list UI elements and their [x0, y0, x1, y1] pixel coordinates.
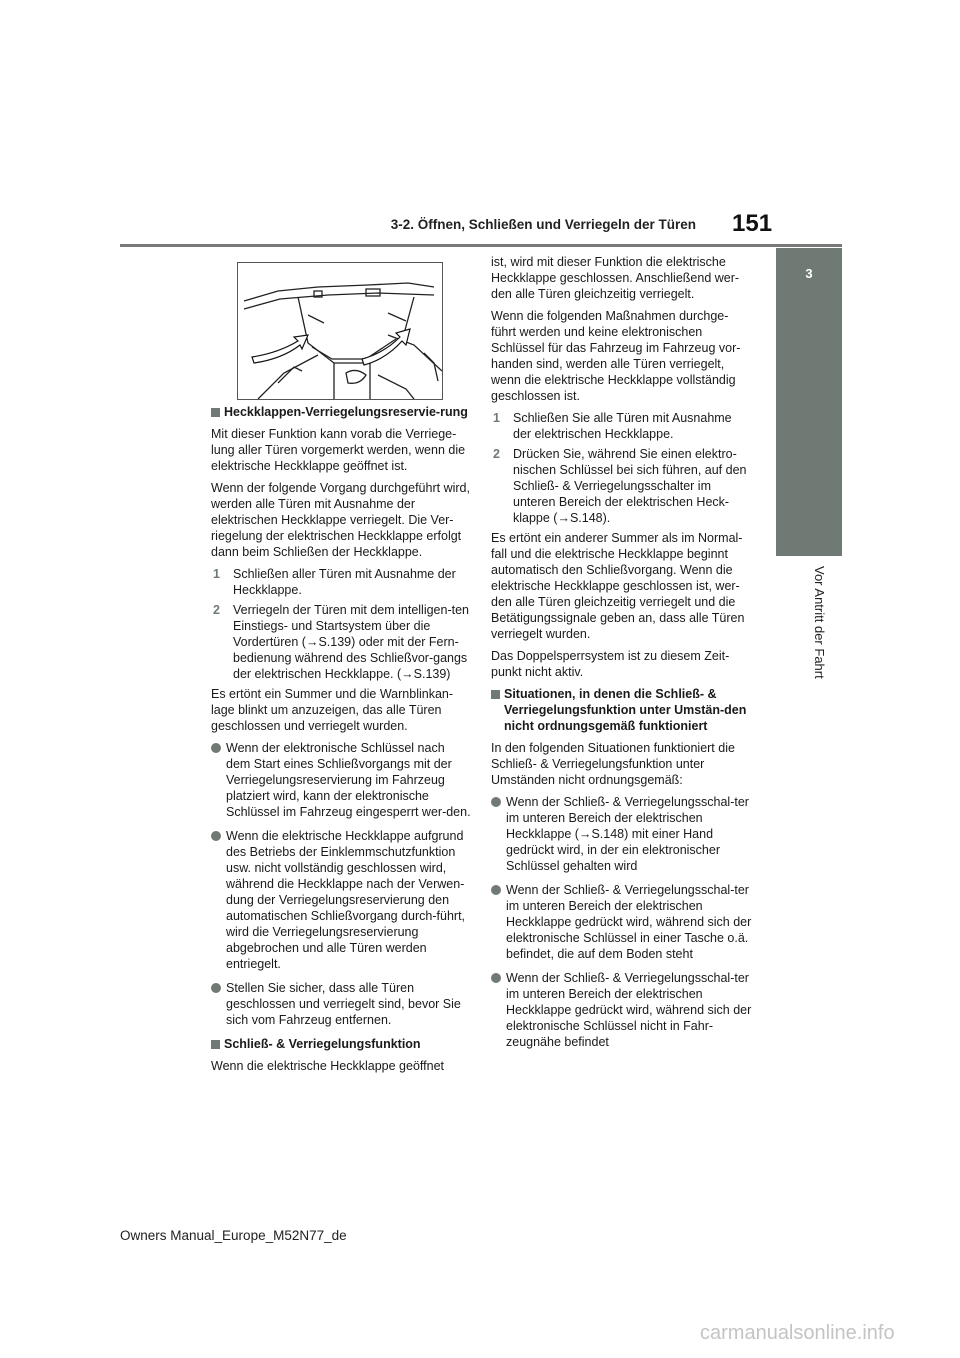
bullet-item	[491, 794, 753, 874]
step-number: 2	[213, 603, 220, 617]
heading-text: Schließ- & Verriegelungsfunktion	[224, 1037, 421, 1051]
step-number: 1	[493, 411, 500, 425]
paragraph: In den folgenden Situationen funktioniert die Schließ- & Verriegelungsfunktion unter Umständen nicht ordnungsgemäß:	[491, 741, 735, 787]
bullet-item	[491, 970, 753, 1050]
section-heading	[211, 1036, 471, 1052]
bullet-dot-icon	[211, 983, 221, 993]
bullet-item	[491, 882, 753, 962]
bullet-text: Stellen Sie sicher, dass alle Türen geschlossen und verriegelt sind, bevor Sie sich vom Fahrzeug entfernen.	[226, 981, 461, 1027]
square-bullet-icon	[211, 1040, 220, 1049]
paragraph: Mit dieser Funktion kann vorab die Verriege-lung aller Türen vorgemerkt werden, wenn die elektrische Heckklappe geöffnet ist.	[211, 427, 466, 473]
step-item	[211, 566, 471, 598]
bullet-text: Wenn der Schließ- & Verriegelungsschal-ter im unteren Bereich der elektrischen Heckklappe gedrückt wird, während sich der elektronische Schlüssel in einer Tasche o.ä. befindet, die auf dem Boden steht	[506, 883, 752, 961]
paragraph: ist, wird mit dieser Funktion die elektrische Heckklappe geschlossen. Anschließend wer-den alle Türen gleichzeitig verriegelt.	[491, 255, 740, 301]
tailgate-illustration-icon	[237, 262, 443, 400]
left-column	[211, 404, 471, 1080]
bullet-text: Wenn der elektronische Schlüssel nach dem Start eines Schließvorgangs mit der Verriegelungsreservierung im Fahrzeug platziert wird, kann der elektronische Schlüssel im Fahrzeug eingesperrt wer-den.	[226, 741, 471, 819]
bullet-text: Wenn die elektrische Heckklappe aufgrund des Betriebs der Einklemmschutzfunktion usw. nicht vollständig geschlossen wird, während die Heckklappe nach der Verwen-dung der Verriegelungsreservierung den automatischen Schließvorgang durch-führt, wird die Verriegelungsreservierung abgebrochen und alle Türen werden entriegelt.	[226, 829, 466, 971]
step-number: 2	[493, 447, 500, 461]
heading-text: Heckklappen-Verriegelungsreservie-rung	[224, 405, 468, 419]
bullet-dot-icon	[491, 885, 501, 895]
paragraph: Wenn die elektrische Heckklappe geöffnet	[211, 1059, 445, 1073]
bullet-dot-icon	[211, 743, 221, 753]
step-text: Verriegeln der Türen mit dem intelligen-ten Einstiegs- und Startsystem über die Vordertüren (→S.139) oder mit der Fern-bedienung während des Schließvor-gangs der elektrischen Heckklappe. (→S.139)	[233, 603, 470, 681]
paragraph: Es ertönt ein Summer und die Warnblinkan-lage blinkt um anzuzeigen, das alle Türen geschlossen und verriegelt wurden.	[211, 687, 454, 733]
step-item	[211, 602, 471, 682]
step-item	[491, 446, 753, 526]
paragraph: Wenn die folgenden Maßnahmen durchge-führt werden und keine elektronischen Schlüssel für das Fahrzeug im Fahrzeug vor-handen sind, werden alle Türen verriegelt, wenn die elektrische Heckklappe vollständig geschlossen ist.	[491, 309, 741, 403]
square-bullet-icon	[491, 690, 500, 699]
bullet-item	[211, 828, 471, 972]
step-text: Schließen Sie alle Türen mit Ausnahme der elektrischen Heckklappe.	[513, 411, 732, 441]
footer-manual-id: Owners Manual_Europe_M52N77_de	[120, 1228, 347, 1243]
chapter-number: 3	[805, 266, 813, 281]
heading-text: Situationen, in denen die Schließ- & Verriegelungsfunktion unter Umstän-den nicht ordnungsgemäß funktioniert	[504, 687, 747, 733]
bullet-text: Wenn der Schließ- & Verriegelungsschal-ter im unteren Bereich der elektrischen Heckklappe (→S.148) mit einer Hand gedrückt wird, in der ein elektronischer Schlüssel gehalten wird	[506, 795, 749, 873]
right-column	[491, 254, 753, 1058]
step-item	[491, 410, 753, 442]
watermark: carmanualsonline.info	[700, 1322, 895, 1344]
section-heading	[211, 404, 471, 420]
bullet-item	[211, 980, 471, 1028]
section-heading	[491, 686, 753, 734]
chapter-label: Vor Antritt der Fahrt	[812, 566, 827, 679]
bullet-dot-icon	[491, 973, 501, 983]
step-number: 1	[213, 567, 220, 581]
header-divider	[120, 244, 842, 247]
step-text: Schließen aller Türen mit Ausnahme der Heckklappe.	[233, 567, 456, 597]
section-title: 3-2. Öffnen, Schließen und Verriegeln der Türen	[390, 217, 696, 232]
paragraph: Das Doppelsperrsystem ist zu diesem Zeit-punkt nicht aktiv.	[491, 649, 730, 679]
bullet-dot-icon	[491, 797, 501, 807]
step-text: Drücken Sie, während Sie einen elektro-nischen Schlüssel bei sich führen, auf den Schließ- & Verriegelungsschalter im unteren Bereich der elektrischen Heck-klappe (→S.148).	[513, 447, 747, 525]
paragraph: Wenn der folgende Vorgang durchgeführt wird, werden alle Türen mit Ausnahme der elektrischen Heckklappe verriegelt. Die Ver-riegelung der elektrischen Heckklappe erfolgt dann beim Schließen der Heckklappe.	[211, 481, 470, 559]
bullet-item	[211, 740, 471, 820]
bullet-dot-icon	[211, 831, 221, 841]
paragraph: Es ertönt ein anderer Summer als im Normal-fall und die elektrische Heckklappe beginnt automatisch den Schließvorgang. Wenn die elektrische Heckklappe geschlossen ist, wer-den alle Türen gleichzeitig verriegelt und die Betätigungssignale geben an, dass alle Türen verriegelt wurden.	[491, 531, 745, 641]
page-number: 151	[732, 210, 773, 237]
square-bullet-icon	[211, 408, 220, 417]
bullet-text: Wenn der Schließ- & Verriegelungsschal-ter im unteren Bereich der elektrischen Heckklappe gedrückt wird, während sich der elektronische Schlüssel nicht in Fahr-zeugnähe befindet	[506, 971, 752, 1049]
chapter-tab	[776, 248, 842, 556]
